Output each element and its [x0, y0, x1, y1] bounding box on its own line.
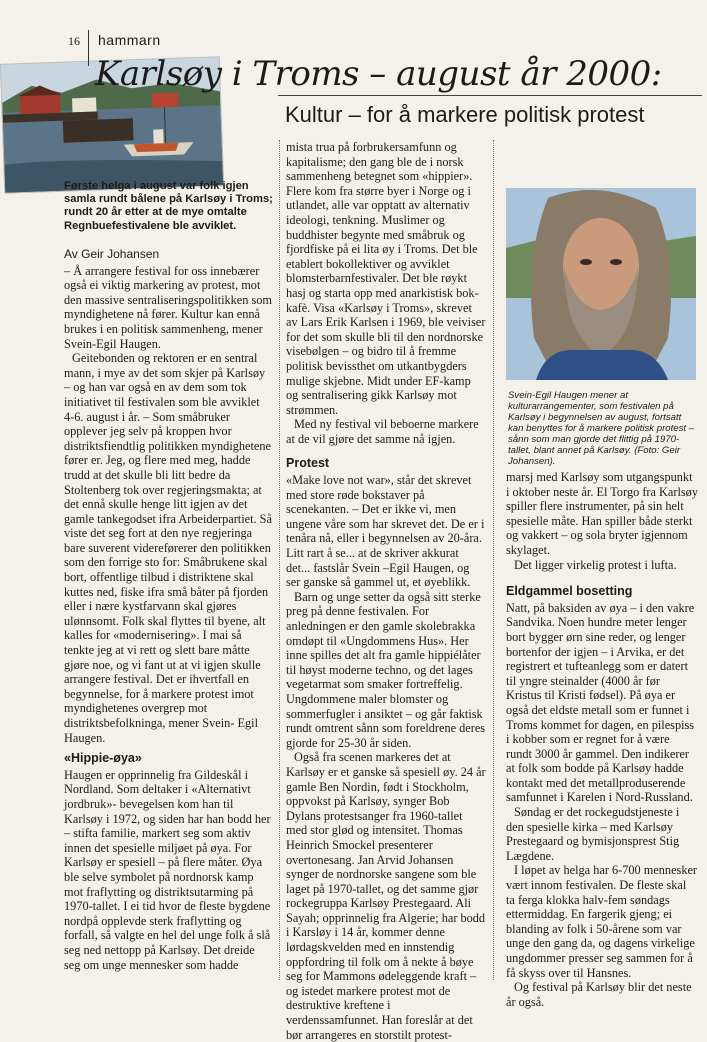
- paragraph: Også fra scenen markeres det at Karlsøy er et ganske så spesiell øy. 24 år gamle Ben Nordin, født i Stockholm, oppvokst på Karlsøy, synger Bob Dylans protestsanger fra 1960-tallet med stor glød og intensitet. Thomas Heinrich Smockel presenterer overtonesang. Jan Arvid Johansen synger de nordnorske sangene som ble laget på 1970-tallet, og det samme gjør rockegruppa Karlsøy Prestegaard. Ali Sayah; opprinnelig fra Algerie; har bodd i Karsløy i 14 år, kommer denne lørdagskvelden med en innstendig oppfordring til folk om å nekte å bøye seg for Mammons ødeleggende kraft – og istedet markere protest mot de destruktive kreftene i verdenssamfunnet. Han foreslår at det bør arrangeres en storstilt protest-: [286, 750, 486, 1042]
- article-lead: Første helga i august var folk igjen samla rundt bålene på Karlsøy i Troms; rundt 20 år etter at de mye omtalte Regnbuefestivalene ble avviklet.: [64, 180, 273, 232]
- paragraph: Natt, på baksiden av øya – i den vakre Sandvika. Noen hundre meter lenger bort bygger ørn sine reder, og lenger bortenfor der igjen – i Arvika, er det registrert et tufteanlegg som er datert til yngre steinalder (4000 år før Kristus til Kristi fødsel). På øya er også det eldste metall som er funnet i Troms kommet for dagen, en pilespiss i kobber som er regnet for å være rundt 3000 år gammel. Den indikerer at folk som bodde på Karlsøy hadde kontakt med det metallproduserende samfunnet i Karelen i Nord-Russland.: [506, 600, 695, 805]
- column-2: [286, 140, 486, 1042]
- subtitle-rule: [278, 95, 702, 96]
- paragraph: Søndag er det rockegudstjeneste i den spesielle kirka – med Karlsøy Prestegaard og bymisjonsprest Stig Lægdene.: [506, 805, 680, 863]
- column-3: [506, 470, 698, 1009]
- article-title: Karlsøy i Troms – august år 2000:: [95, 54, 662, 94]
- paragraph: Det ligger virkelig protest i lufta.: [514, 557, 677, 572]
- section-heading: «Hippie-øya»: [64, 751, 142, 766]
- magazine-name: hammarn: [98, 32, 161, 48]
- column-1: [64, 242, 272, 972]
- paragraph: – Å arrangere festival for oss innebærer også ei viktig markering av protest, mot den massive sentraliseringspolitikken som myndighetene nå fører. Kultur kan ennå brukes i en politisk sammenheng, mener Svein-Egil Haugen.: [64, 263, 272, 351]
- paragraph: Og festival på Karlsøy blir det neste år også.: [506, 980, 692, 1009]
- paragraph: Barn og unge setter da også sitt sterke preg på denne festivalen. For anledningen er den gamle skolebrakka omdøpt til «Ungdommens Hus». Her inne spilles det alt fra gamle hippiélåter til høyst moderne techno, og det lages vegetarmat som smaker fortreffelig. Ungdommene maler blomster og sommerfugler i ansiktet – og går faktisk rundt omtrent sånn som foreldrene deres gjorde for 25-30 år siden.: [286, 589, 486, 750]
- column-divider: [493, 140, 494, 980]
- paragraph: «Make love not war», står det skrevet med store røde bokstaver på scenekanten. – Det er ikke vi, men ungene våre som har skrevet det. De er i tenåra nå, eller i begynnelsen av 20-åra. Litt rart å se... at de skriver akkurat det... fastslår Svein –Egil Haugen, og ser ganske så gammel ut, et øyeblikk.: [286, 473, 485, 590]
- photo-caption: Svein-Egil Haugen mener at kulturarrangementer, som festivalen på Karlsøy i begynnelsen av august, fortsatt kan benyttes for å markere politisk protest – sånn som man gjorde det flittig på 1970-tallet, blant annet på Karlsøy. (Foto: Geir Johansen).: [508, 390, 695, 467]
- paragraph: Haugen er opprinnelig fra Gildeskål i Nordland. Som deltaker i «Alternativt jordbruk»- bevegelsen kom han til Karlsøy i 1972, og siden har han bodd her – stifta familie, markert seg som aktiv innen det spesielle miljøet på øya. For Karlsøy er spesiell – på flere måter. Øya ble selve symbolet på nordnorsk kamp mot fraflytting og distriktsutarming på 1970-tallet. I ei tid hvor de fleste bygdene nordpå opplevde sterk fraflytting og forfall, så valgte en hel del unge folk å slå seg ned nettopp på Karlsøy. Det dreide seg om unge mennesker som hadde: [64, 767, 271, 972]
- paragraph: marsj med Karlsøy som utgangspunkt i oktober neste år. El Torgo fra Karlsøy spiller flere instrumenter, på sin helt spesielle måte. Han spiller både sterkt og vakkert – og sola bryter igjennom skylaget.: [506, 470, 698, 557]
- paragraph: Geitebonden og rektoren er en sentral mann, i mye av det som skjer på Karlsøy – og han var også en av dem som tok initiativet til festivalen som ble avviklet 4-6. august i år. – Som småbruker opplever jeg selv på kroppen hvor distriktsfiendtlig politikken myndighetene fører er. Jeg, og flere med meg, hadde trudd at det skulle bli litt bedre da Stoltenberg tok over regjeringsmakta; at det ennå skulle henge litt igjen av det gamle tankegodset ifra Arbeiderpartiet. Så viste det seg fort at den nye regjeringa bare suverent videreførerer den politikken som den forrige sto for: Småbrukene skal bort, offentlige tilbud i distriktene skal kuttes ned, fiske ifra små båter på fjorden eller i nære kystfarvann skal gjøres ulønnsomt. Folk skal flyttes til byene, alt kalles for «modernisering». I mai så tenkte jeg at vi rett og slett bare måtte gjøre noe, og vi fant ut at vi igjen skulle arrangere festival. Det er ihvertfall en begynnelse, for å markere protest imot myndighetenes overgrep mot distriktsbefolkninga, mener Svein- Egil Haugen.: [64, 351, 272, 745]
- article-subtitle: Kultur – for å markere politisk protest: [285, 102, 645, 127]
- portrait-photo: [506, 188, 696, 380]
- section-heading: Eldgammel bosetting: [506, 584, 633, 599]
- section-heading: Protest: [286, 456, 330, 471]
- paragraph: Med ny festival vil beboerne markere at de vil gjøre det samme nå igjen.: [286, 417, 479, 446]
- page-number: 16: [68, 34, 80, 48]
- paragraph: mista trua på forbrukersamfunn og kapitalisme; den gang ble de i norsk sammenheng betegnet som «hippier». Flere kom fra større byer i Norge og i utlandet, alle var opptatt av alternativ ideologi, tenkning. Muslimer og buddhister begynte med småbruk og fjordfiske på ei lita øy i Troms. Det ble etablert bokollektiver og avviklet blomsterbarnfestivaler. Det ble røykt hasj og starta opp med anarkistisk bok-kafè. Visa «Karlsøy i Troms», skrevet av Lars Erik Karlsen i 1969, ble veiviser for det som skulle bli til den nordnorske visebølgen – og bidro til å fremme politisk bevissthet om utkantbygders mulige skjebne. Midt under EF-kamp og sentralisering gikk Karlsøy mot strømmen.: [286, 140, 486, 417]
- header-rule: [88, 30, 89, 66]
- byline: Av Geir Johansen: [64, 247, 160, 261]
- column-divider: [279, 140, 280, 980]
- paragraph: I løpet av helga har 6-700 mennesker vært innom festivalen. De fleste skal ta ferga klokka halv-fem søndags ettermiddag. En fargerik gjeng; ei blanding av folk i 50-årene som var unge den gang da, og dagens virkelige ungdommer presser seg sammen for å få skyss over til Hansnes.: [506, 863, 698, 980]
